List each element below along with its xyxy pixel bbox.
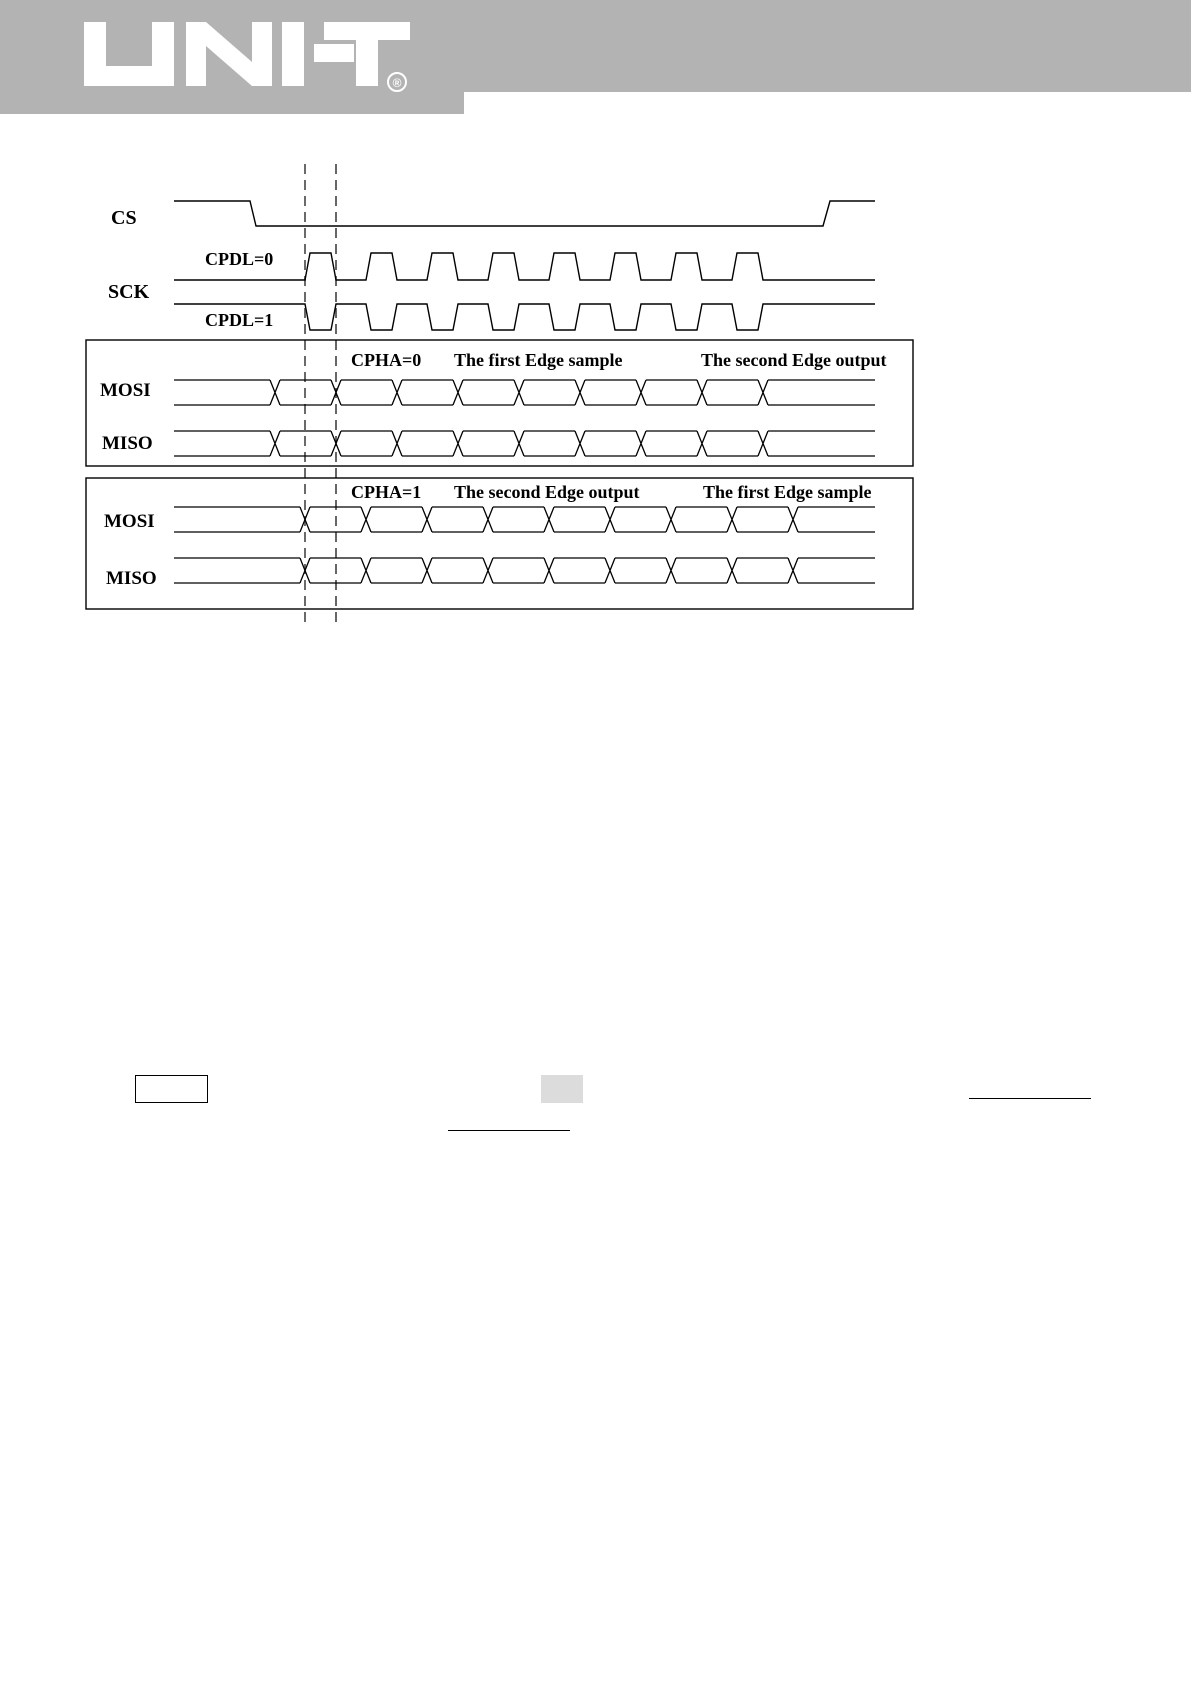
cpha0-miso-transition [758, 431, 768, 456]
cpha0-mosi-bus [174, 380, 875, 405]
cpha1-mosi-transition [666, 507, 676, 532]
cpha1-miso-transition [666, 558, 676, 583]
cpha0-mosi-transition [636, 380, 646, 405]
cpha1-mosi-transition [422, 507, 432, 532]
cpha1-miso-bus [174, 558, 875, 583]
sck-cpol0-waveform [174, 253, 875, 280]
cpha1-edge1-text: The second Edge output [454, 482, 640, 502]
cpha0-mosi-transition [270, 380, 280, 405]
cpha0-miso-label: MISO [102, 433, 153, 454]
cpha1-miso-transition [300, 558, 310, 583]
cpha0-mosi-transition [392, 380, 402, 405]
form-underline-2[interactable] [448, 1130, 570, 1131]
cpha0-miso-transition [392, 431, 402, 456]
cpha0-miso-transition [697, 431, 707, 456]
cpha1-miso-transition [727, 558, 737, 583]
cpha1-mosi-transition [727, 507, 737, 532]
cpha0-miso-transition [636, 431, 646, 456]
cpha1-miso-label: MISO [106, 568, 157, 589]
cpha1-mosi-bus [174, 507, 875, 532]
header-notch [464, 92, 1191, 114]
brand-logo [84, 22, 414, 94]
sck-cpol0-label: CPDL=0 [205, 249, 274, 269]
form-underline-1[interactable] [969, 1098, 1091, 1099]
cpha0-edge1-text: The first Edge sample [454, 350, 623, 370]
cpha1-mosi-transition [544, 507, 554, 532]
cpha0-mosi-label: MOSI [100, 380, 151, 401]
cpha0-miso-transition [453, 431, 463, 456]
cpha0-miso-transition [575, 431, 585, 456]
cpha1-mosi-transition [605, 507, 615, 532]
cpha1-mosi-label: MOSI [104, 511, 155, 532]
cpha0-label: CPHA=0 [351, 350, 422, 370]
sck-cpol1-label: CPDL=1 [205, 310, 274, 330]
sck-label: SCK [108, 281, 150, 303]
registered-mark: ® [392, 76, 402, 90]
cpha0-mosi-transition [331, 380, 341, 405]
form-gray-field[interactable] [541, 1075, 583, 1103]
cpha1-mosi-transition [483, 507, 493, 532]
cpha1-edge2-text: The first Edge sample [703, 482, 872, 502]
cs-label: CS [111, 207, 137, 229]
header-strip [0, 92, 464, 114]
cpha0-miso-transition [270, 431, 280, 456]
cpha1-label: CPHA=1 [351, 482, 422, 502]
cpha1-miso-transition [422, 558, 432, 583]
cpha0-miso-transition [514, 431, 524, 456]
cpha0-miso-bus [174, 431, 875, 456]
cpha0-mosi-transition [453, 380, 463, 405]
cpha1-miso-transition [483, 558, 493, 583]
form-box[interactable] [135, 1075, 208, 1103]
cpha0-edge2-text: The second Edge output [701, 350, 887, 370]
cpha1-mosi-transition [300, 507, 310, 532]
cpha0-mosi-transition [697, 380, 707, 405]
spi-timing-diagram [0, 140, 1191, 640]
cpha0-mosi-transition [758, 380, 768, 405]
cpha0-mosi-transition [514, 380, 524, 405]
cs-waveform [174, 201, 875, 226]
cpha1-miso-transition [788, 558, 798, 583]
cpha1-miso-transition [361, 558, 371, 583]
cpha0-mosi-transition [575, 380, 585, 405]
cpha1-mosi-transition [788, 507, 798, 532]
sck-cpol1-waveform [174, 304, 875, 330]
cpha1-miso-transition [544, 558, 554, 583]
cpha1-miso-transition [605, 558, 615, 583]
cpha1-mosi-transition [361, 507, 371, 532]
